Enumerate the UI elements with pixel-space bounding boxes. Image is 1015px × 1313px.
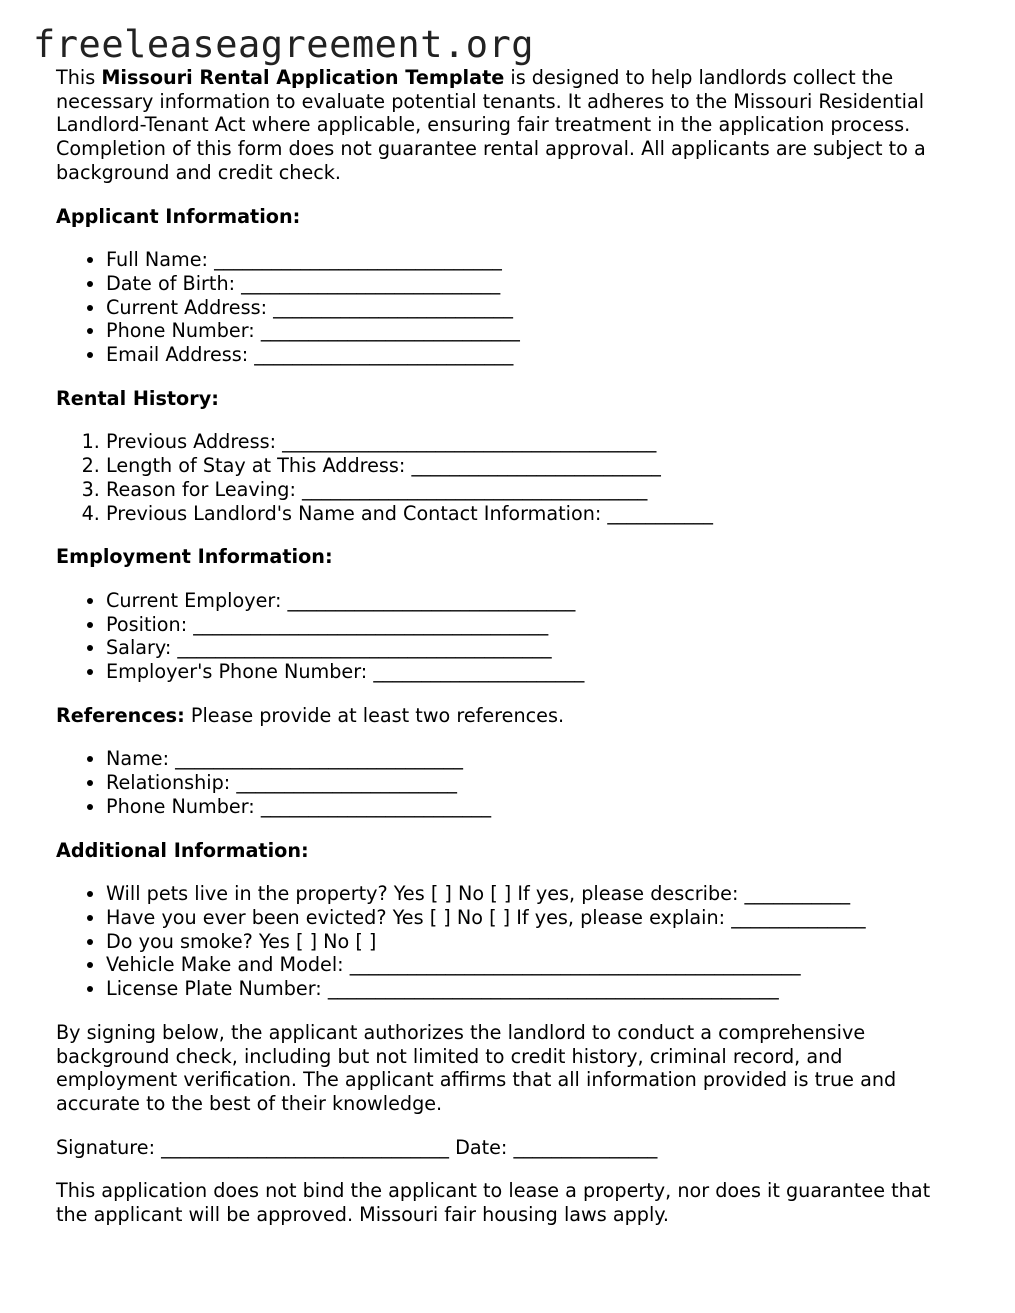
signature-field: Signature: ______________________________ xyxy=(56,1135,449,1159)
references-note: Please provide at least two references. xyxy=(184,703,565,727)
applicant-list xyxy=(56,248,966,367)
date-field: Date: _______________ xyxy=(455,1135,658,1159)
list-item: • Current Employer: ______________________________ xyxy=(106,589,966,613)
intro-title: Missouri Rental Application Template xyxy=(101,66,505,89)
list-item: • Have you ever been evicted? Yes [ ] No [ ] If yes, please explain: ______________ xyxy=(106,906,966,930)
list-item: • Date of Birth: ___________________________ xyxy=(106,272,966,296)
employment-list xyxy=(56,589,966,684)
intro-body: is designed to help landlords collect the necessary information to evaluate potential tenants. It adheres to the Missouri Residential Landlord-Tenant Act where applicable, ensuring fair treatment in the application process. Completion of this form does not guarantee rental approval. All applicants are subject to a background and credit check. xyxy=(56,66,926,184)
list-item: • Phone Number: ________________________ xyxy=(106,795,966,819)
authorization-paragraph: By signing below, the applicant authorizes the landlord to conduct a comprehensive background check, including but not limited to credit history, criminal record, and employment verification. The applicant affirms that all information provided is true and accurate to the best of their knowledge. xyxy=(56,1020,897,1115)
list-item: 3. Reason for Leaving: ____________________________________ xyxy=(106,478,966,502)
additional-list xyxy=(56,882,966,1001)
list-item: • Relationship: _______________________ xyxy=(106,771,966,795)
list-item: • Position: _____________________________________ xyxy=(106,613,966,637)
rental-heading: Rental History: xyxy=(56,386,219,410)
list-item: • Do you smoke? Yes [ ] No [ ] xyxy=(106,930,966,954)
employment-heading: Employment Information: xyxy=(56,545,333,569)
list-item: 1. Previous Address: _______________________________________ xyxy=(106,430,966,454)
rental-list xyxy=(56,430,966,525)
document-body xyxy=(56,66,966,1247)
list-item: • Current Address: _________________________ xyxy=(106,296,966,320)
closing-paragraph: This application does not bind the applicant to lease a property, nor does it guarantee that the applicant will be approved. Missouri fair housing laws apply. xyxy=(56,1179,931,1227)
additional-heading: Additional Information: xyxy=(56,838,309,862)
list-item: • Full Name: ______________________________ xyxy=(106,248,966,272)
list-item: • License Plate Number: _______________________________________________ xyxy=(106,977,966,1001)
list-item: • Name: ______________________________ xyxy=(106,747,966,771)
list-item: 4. Previous Landlord's Name and Contact Information: ___________ xyxy=(106,502,966,526)
list-item: 2. Length of Stay at This Address: __________________________ xyxy=(106,454,966,478)
references-list xyxy=(56,747,966,818)
references-paragraph xyxy=(56,704,966,728)
list-item: • Salary: _______________________________________ xyxy=(106,636,966,660)
list-item: • Employer's Phone Number: ______________________ xyxy=(106,660,966,684)
list-item: • Will pets live in the property? Yes [ ] No [ ] If yes, please describe: ___________ xyxy=(106,882,966,906)
site-watermark: freeleaseagreement.org xyxy=(33,23,535,66)
intro-paragraph xyxy=(56,66,966,185)
list-item: • Vehicle Make and Model: _______________________________________________ xyxy=(106,953,966,977)
signature-line xyxy=(56,1136,966,1160)
list-item: • Phone Number: ___________________________ xyxy=(106,319,966,343)
list-item: • Email Address: ___________________________ xyxy=(106,343,966,367)
intro-prefix: This xyxy=(56,66,102,89)
applicant-heading: Applicant Information: xyxy=(56,204,301,228)
references-heading: References: xyxy=(56,703,185,727)
